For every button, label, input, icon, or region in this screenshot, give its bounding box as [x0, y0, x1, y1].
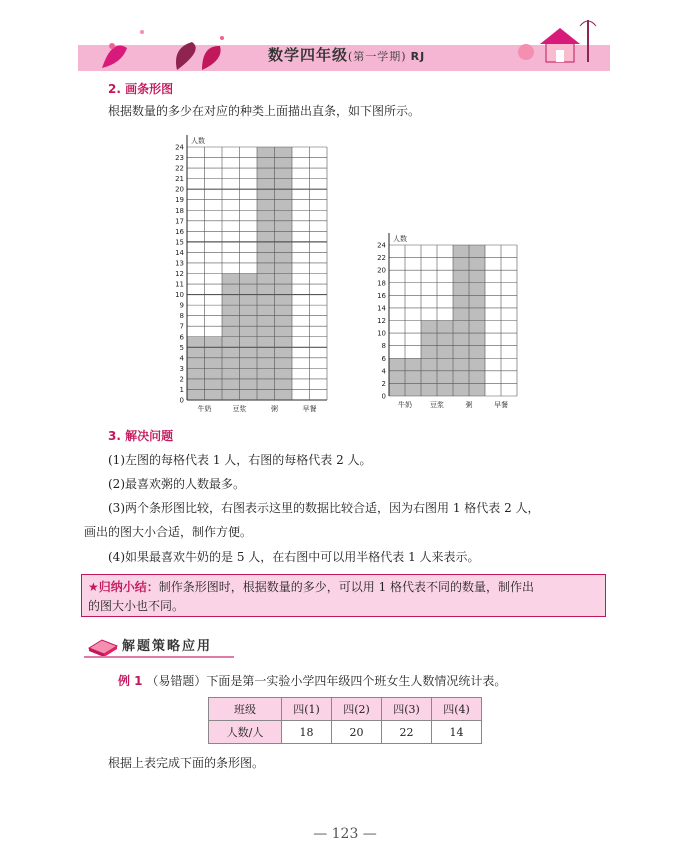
- tick-label: 0: [381, 392, 386, 401]
- example-label: 例 1: [118, 674, 143, 688]
- tick-label: 17: [175, 217, 184, 226]
- tick-label: 8: [381, 342, 386, 351]
- table-header-label: 班级: [209, 698, 282, 721]
- x-label-粥: 粥: [271, 405, 278, 413]
- tick-label: 16: [377, 291, 386, 300]
- bar-chart-right: [365, 225, 525, 415]
- x-label-牛奶: 牛奶: [197, 405, 212, 413]
- tick-label: 0: [179, 396, 184, 405]
- header-title: 数学四年级(第一学期) RJ: [268, 46, 426, 64]
- y-axis-label: 人数: [393, 235, 407, 243]
- x-label-豆浆: 豆浆: [232, 405, 247, 413]
- x-label-早餐: 早餐: [494, 401, 508, 409]
- section-3-heading: 3. 解决问题: [108, 429, 174, 443]
- answer-2: (2)最喜欢粥的人数最多。: [108, 477, 245, 491]
- table-cell: 四(3): [382, 698, 432, 721]
- answer-1: (1)左图的每格代表 1 人，右图的每格代表 2 人。: [108, 453, 372, 467]
- tick-label: 10: [377, 329, 386, 338]
- tick-label: 19: [175, 196, 184, 205]
- example-tag: （易错题）: [146, 674, 207, 688]
- header-house-icon: [508, 12, 608, 72]
- table-cell: 20: [332, 721, 382, 744]
- header-decoration-left-icon: [82, 18, 252, 74]
- book-icon: [86, 630, 120, 656]
- tick-label: 11: [175, 280, 184, 289]
- tick-label: 6: [381, 354, 386, 363]
- tick-label: 1: [179, 385, 184, 394]
- tick-label: 13: [175, 259, 184, 268]
- tick-label: 14: [175, 248, 184, 257]
- tick-label: 24: [175, 143, 184, 152]
- example-text: 下面是第一实验小学四年级四个班女生人数情况统计表。: [206, 674, 507, 688]
- tick-label: 15: [175, 238, 184, 247]
- tick-label: 20: [175, 185, 184, 194]
- tick-label: 23: [175, 154, 184, 163]
- table-cell: 四(1): [282, 698, 332, 721]
- tick-label: 3: [179, 364, 184, 373]
- answer-4: (4)如果最喜欢牛奶的是 5 人，在右图中可以用半格代表 1 人来表示。: [108, 550, 480, 564]
- tick-label: 22: [175, 164, 184, 173]
- bar-chart-left: [165, 130, 345, 415]
- x-label-豆浆: 豆浆: [430, 401, 444, 409]
- tick-label: 7: [179, 322, 184, 331]
- table-row: [209, 721, 482, 744]
- tick-label: 2: [179, 375, 184, 384]
- table-row: [209, 698, 482, 721]
- statistics-table: [208, 697, 482, 744]
- table-cell: 四(2): [332, 698, 382, 721]
- tick-label: 18: [175, 206, 184, 215]
- section-2-heading: 2. 画条形图: [108, 82, 174, 96]
- section-2-text: 根据数量的多少在对应的种类上面描出直条，如下图所示。: [108, 104, 421, 118]
- table-cell: 18: [282, 721, 332, 744]
- x-label-牛奶: 牛奶: [398, 401, 412, 409]
- tick-label: 10: [175, 291, 184, 300]
- answer-3: (3)两个条形图比较，右图表示这里的数据比较合适，因为右图用 1 格代表 2 人，: [108, 501, 540, 515]
- page-number: — 123 —: [313, 826, 377, 842]
- x-label-粥: 粥: [465, 401, 473, 409]
- tick-label: 12: [175, 270, 184, 278]
- summary-line-1: 制作条形图时，根据数量的多少，可以用 1 格代表不同的数量，制作出: [158, 580, 535, 594]
- summary-label: ★归纳小结：: [88, 580, 159, 594]
- y-axis-label: 人数: [191, 137, 205, 145]
- tick-label: 2: [381, 379, 386, 388]
- tick-label: 14: [377, 304, 386, 313]
- answer-3-continued: 画出的图大小合适，制作方便。: [84, 525, 253, 539]
- x-label-早餐: 早餐: [302, 405, 317, 413]
- tick-label: 12: [377, 317, 386, 325]
- tick-label: 18: [377, 279, 386, 288]
- summary-line-2: 的图大小也不同。: [88, 599, 185, 613]
- strategy-underline: [84, 656, 234, 658]
- tick-label: 9: [179, 301, 184, 310]
- table-cell: 14: [432, 721, 482, 744]
- table-cell: 22: [382, 721, 432, 744]
- tick-label: 8: [179, 312, 184, 321]
- table-cell: 四(4): [432, 698, 482, 721]
- tick-label: 16: [175, 227, 184, 236]
- tick-label: 4: [179, 354, 184, 363]
- strategy-heading: 解题策略应用: [122, 639, 213, 654]
- tick-label: 22: [377, 254, 386, 263]
- example-instruction: 根据上表完成下面的条形图。: [108, 756, 265, 770]
- summary-box: [81, 574, 606, 617]
- tick-label: 24: [377, 241, 386, 250]
- example-1-line: [118, 672, 506, 689]
- tick-label: 4: [381, 367, 386, 376]
- tick-label: 20: [377, 266, 386, 275]
- table-row-label: 人数/人: [209, 721, 282, 744]
- tick-label: 6: [179, 333, 184, 342]
- tick-label: 21: [175, 175, 184, 184]
- tick-label: 5: [179, 343, 184, 352]
